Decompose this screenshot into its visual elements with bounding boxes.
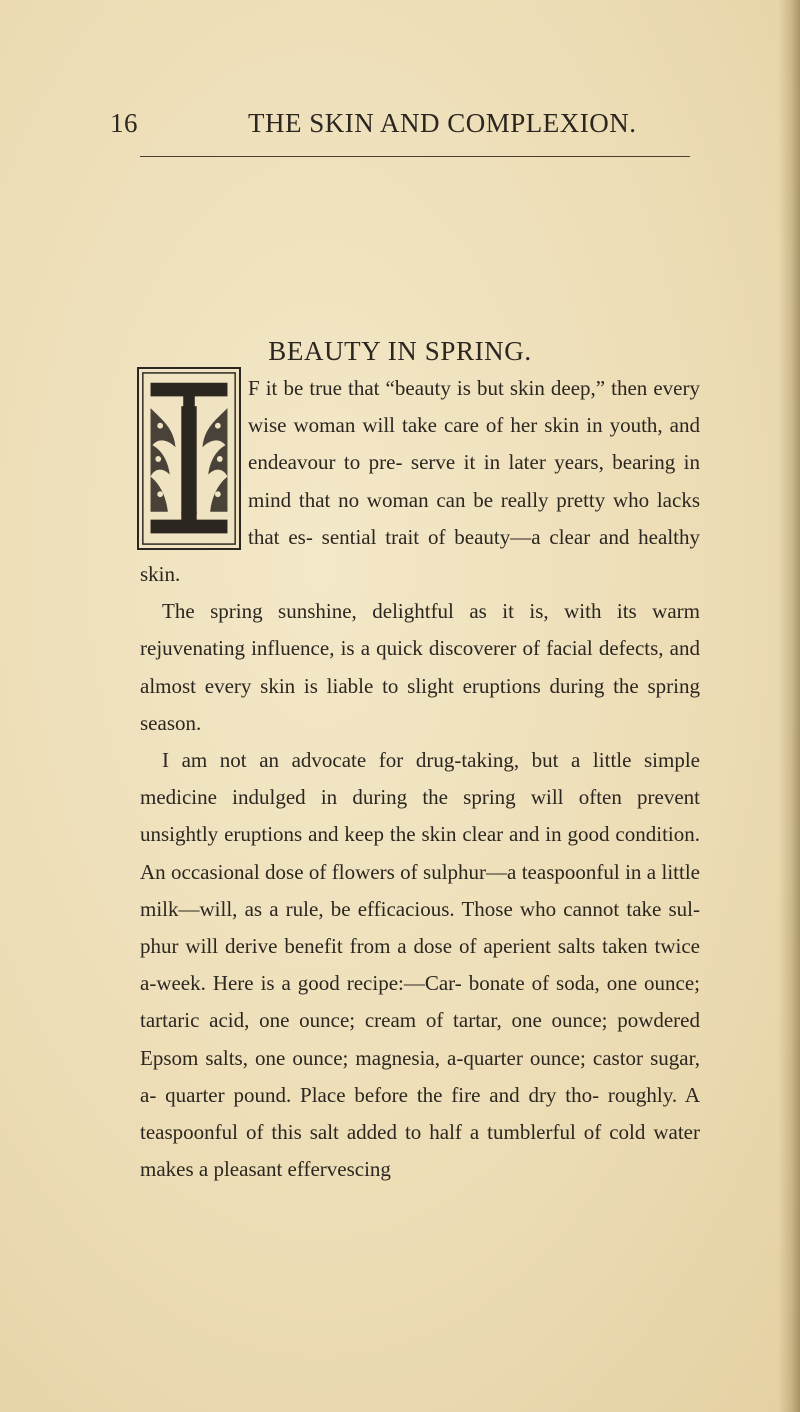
paragraph-1: F it be true that “beauty is but skin deep,” then every wise woman will take care of her skin in youth, and endeavour to pre- serve it in later years, bearing in mind that no woman can be really pretty who lacks that es- sential trait of beauty—a clear and healthy skin.: [140, 376, 700, 587]
page-edge-shadow: [778, 0, 800, 1412]
body-text: [140, 370, 700, 1188]
header-rule: [140, 156, 690, 157]
paragraph-2: The spring sunshine, delightful as it is, with its warm rejuvenating influence, is a quick discoverer of facial defects, and almost every skin is liable to slight eruptions during the spring season.: [140, 599, 700, 735]
drop-cap-space: [140, 370, 248, 552]
paragraph-3: I am not an advocate for drug-taking, but a little simple medicine indulged in during the spring will often prevent unsightly eruptions and keep the skin clear and in good condition. An occasional dose of flowers of sulphur—a teaspoonful in a little milk—will, as a rule, be efficacious. Those who cannot take sul- phur will derive benefit from a dose of aperient salts taken twice a-week. Here is a good recipe:—Car- bonate of soda, one ounce; tartaric acid, one ounce; cream of tartar, one ounce; powdered Epsom salts, one ounce; magnesia, a-quarter ounce; castor sugar, a- quarter pound. Place before the fire and dry tho- roughly. A teaspoonful of this salt added to half a tumblerful of cold water makes a pleasant effervescing: [140, 748, 700, 1182]
running-title: THE SKIN AND COMPLEXION.: [248, 108, 637, 138]
running-head: [110, 108, 710, 148]
section-heading: BEAUTY IN SPRING.: [268, 336, 532, 366]
page-number: 16: [110, 108, 138, 138]
